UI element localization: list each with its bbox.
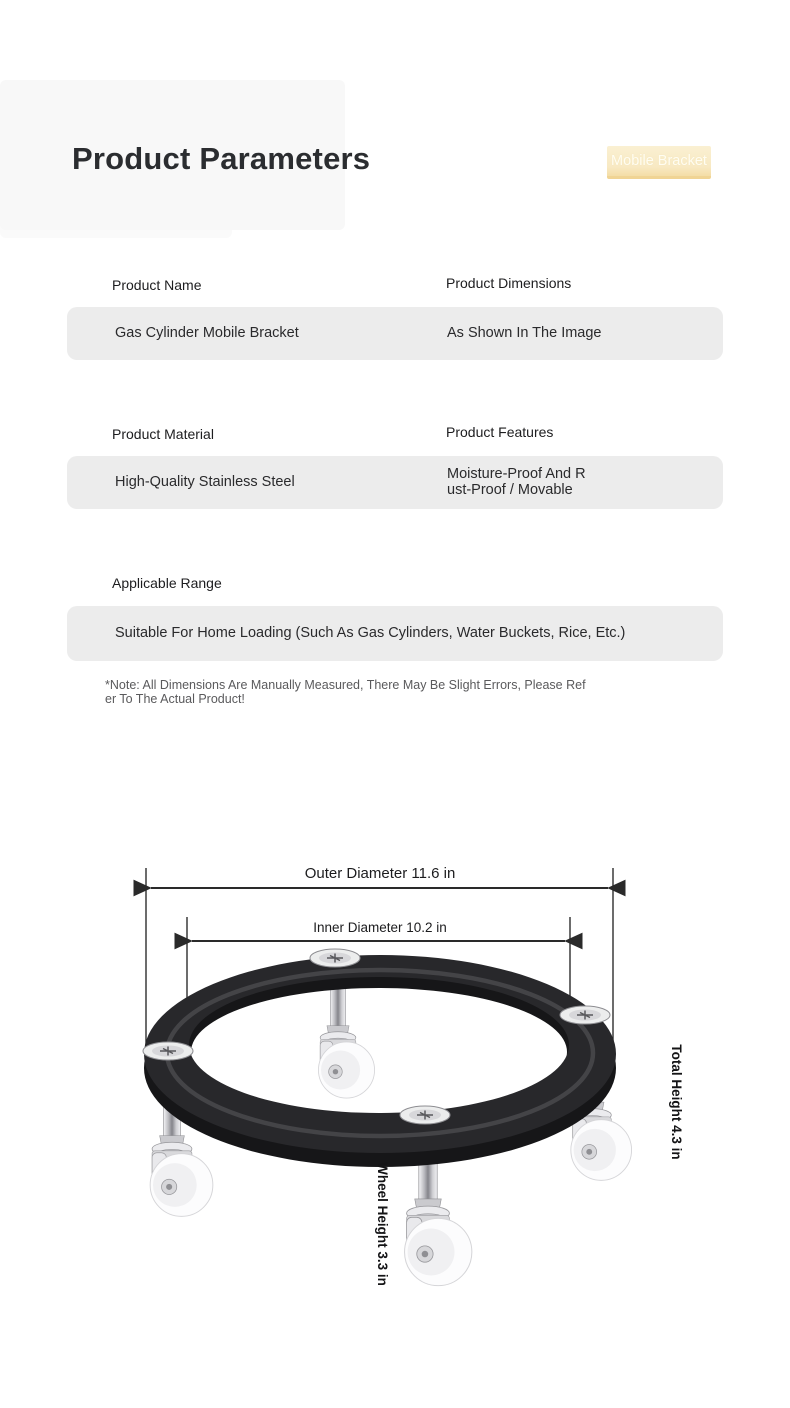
- measurement-note: *Note: All Dimensions Are Manually Measured, There May Be Slight Errors, Please Refer To The Actual Product!: [105, 678, 586, 707]
- field-value-applicable-range: Suitable For Home Loading (Such As Gas Cylinders, Water Buckets, Rice, Etc.): [115, 624, 626, 641]
- outer-diameter-label: Outer Diameter 11.6 in: [304, 865, 456, 882]
- inner-diameter-label: Inner Diameter 10.2 in: [313, 920, 447, 935]
- category-badge: Mobile Bracket: [607, 146, 711, 179]
- field-label-product-dimensions: Product Dimensions: [446, 275, 572, 291]
- background-patch: [0, 196, 232, 238]
- field-value-product-name: Gas Cylinder Mobile Bracket: [115, 324, 299, 341]
- product-dimension-diagram: [0, 840, 790, 1370]
- page-title: Product Parameters: [72, 141, 371, 176]
- field-label-product-name: Product Name: [112, 277, 202, 293]
- value-bar-row2: [67, 456, 723, 509]
- field-label-applicable-range: Applicable Range: [112, 575, 222, 591]
- value-bar-row1: [67, 307, 723, 360]
- value-bar-row3: [67, 606, 723, 661]
- field-value-product-dimensions: As Shown In The Image: [447, 324, 602, 341]
- wheel-height-label: Wheel Height 3.3 in: [375, 1162, 390, 1286]
- field-value-product-material: High-Quality Stainless Steel: [115, 473, 295, 490]
- total-height-label: Total Height 4.3 in: [669, 1044, 684, 1160]
- field-label-product-features: Product Features: [446, 424, 554, 440]
- field-label-product-material: Product Material: [112, 426, 214, 442]
- field-value-product-features: Moisture-Proof And Rust-Proof / Movable: [447, 466, 586, 498]
- mobile-bracket-ring: [144, 955, 616, 1167]
